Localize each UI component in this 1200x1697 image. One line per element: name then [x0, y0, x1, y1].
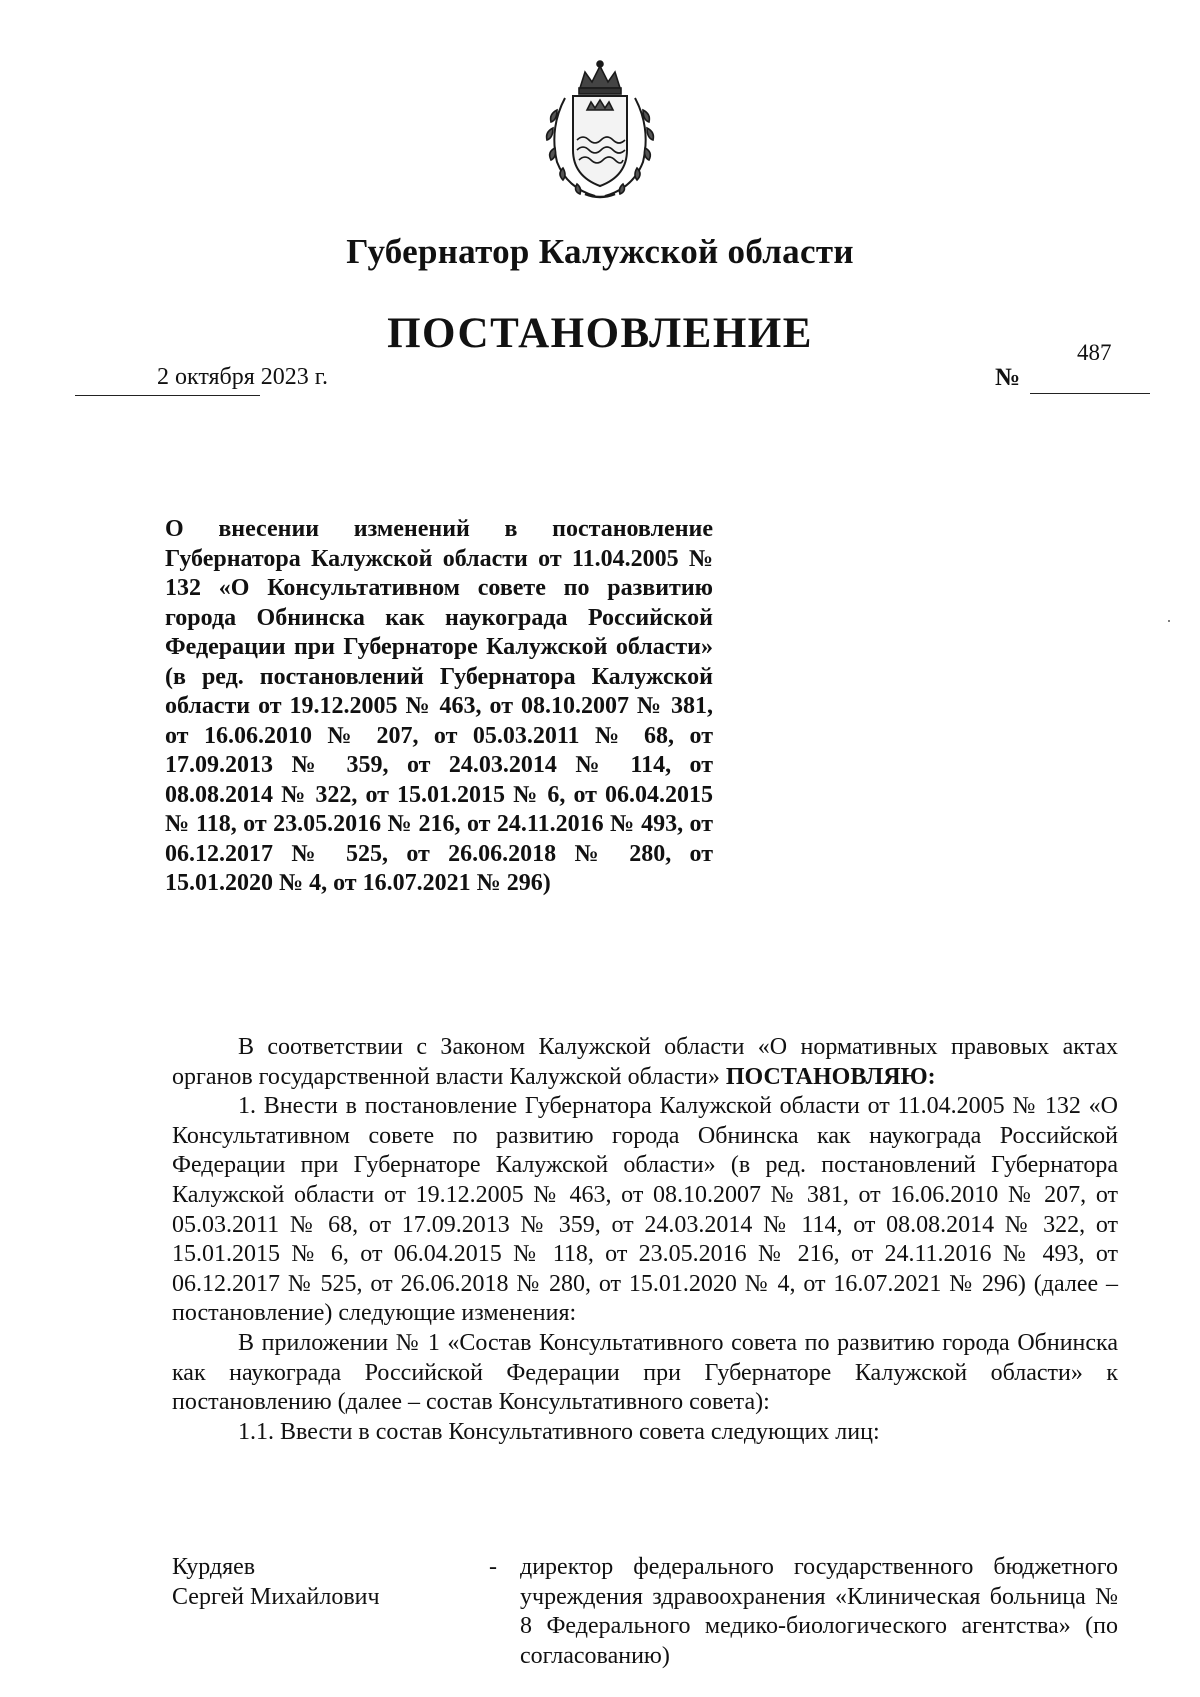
issuer-title: Губернатор Калужской области [346, 232, 854, 271]
member-row [172, 1553, 1118, 1673]
annex-paragraph: В приложении № 1 «Состав Консультативного совета по развитию города Обнинска как наукограда Российской Федерации при Губернаторе Калужской области» к постановлению (далее – состав Консультативного совета): [172, 1329, 1118, 1416]
preamble-text: В соответствии с Законом Калужской области «О нормативных правовых актах органов государственной власти Калужской области» [172, 1034, 1118, 1090]
item-1-paragraph: 1. Внести в постановление Губернатора Калужской области от 11.04.2005 № 132 «О Консультативном совете по развитию города Обнинска как наукограда Российской Федерации при Губернаторе Калужской области» (в ред. постановлений Губернатора Калужской области от 19.12.2005 № 463, от 08.10.2007 № 381, от 16.06.2010 № 207, от 05.03.2011 № 68, от 17.09.2013 № 359, от 24.03.2014 № 114, от 08.08.2014 № 322, от 15.01.2015 № 6, от 06.04.2015 № 118, от 23.05.2016 № 216, от 24.11.2016 № 493, от 06.12.2017 № 525, от 26.06.2018 № 280, от 15.01.2020 № 4, от 16.07.2021 № 296) (далее – постановление) следующие изменения: [172, 1093, 1118, 1327]
document-number: 487 [1077, 340, 1112, 365]
scan-artifact [1168, 620, 1170, 622]
document-type-heading: ПОСТАНОВЛЕНИЕ [387, 310, 813, 357]
number-underline [1030, 393, 1150, 394]
member-name [172, 1553, 472, 1612]
decree-word: ПОСТАНОВЛЯЮ: [725, 1063, 936, 1090]
document-body [172, 1033, 1118, 1447]
number-sign: № [995, 364, 1021, 391]
document-date: 2 октября 2023 г. [157, 364, 328, 390]
members-list [172, 1553, 1118, 1673]
preamble-paragraph [172, 1033, 1118, 1092]
coat-of-arms-icon [535, 58, 665, 200]
member-dash: - [489, 1554, 497, 1580]
document-subject: О внесении изменений в постановление Губернатора Калужской области от 11.04.2005 № 132 «О Консультативном совете по развитию города Обнинска как наукограда Российской Федерации при Губернаторе Калужской области» (в ред. постановлений Губернатора Калужской области от 19.12.2005 № 463, от 08.10.2007 № 381, от 16.06.2010 № 207, от 05.03.2011 № 68, от 17.09.2013 № 359, от 24.03.2014 № 114, от 08.08.2014 № 322, от 15.01.2015 № 6, от 06.04.2015 № 118, от 23.05.2016 № 216, от 24.11.2016 № 493, от 06.12.2017 № 525, от 26.06.2018 № 280, от 15.01.2020 № 4, от 16.07.2021 № 296) [165, 516, 713, 896]
date-underline [75, 395, 260, 396]
member-given-names: Сергей Михайлович [172, 1583, 380, 1610]
member-surname: Курдяев [172, 1554, 256, 1580]
item-1-1-paragraph: 1.1. Ввести в состав Консультативного совета следующих лиц: [238, 1418, 880, 1445]
member-role: директор федерального государственного бюджетного учреждения здравоохранения «Клиническая больница № 8 Федерального медико-биологического агентства» (по согласованию) [520, 1554, 1118, 1669]
